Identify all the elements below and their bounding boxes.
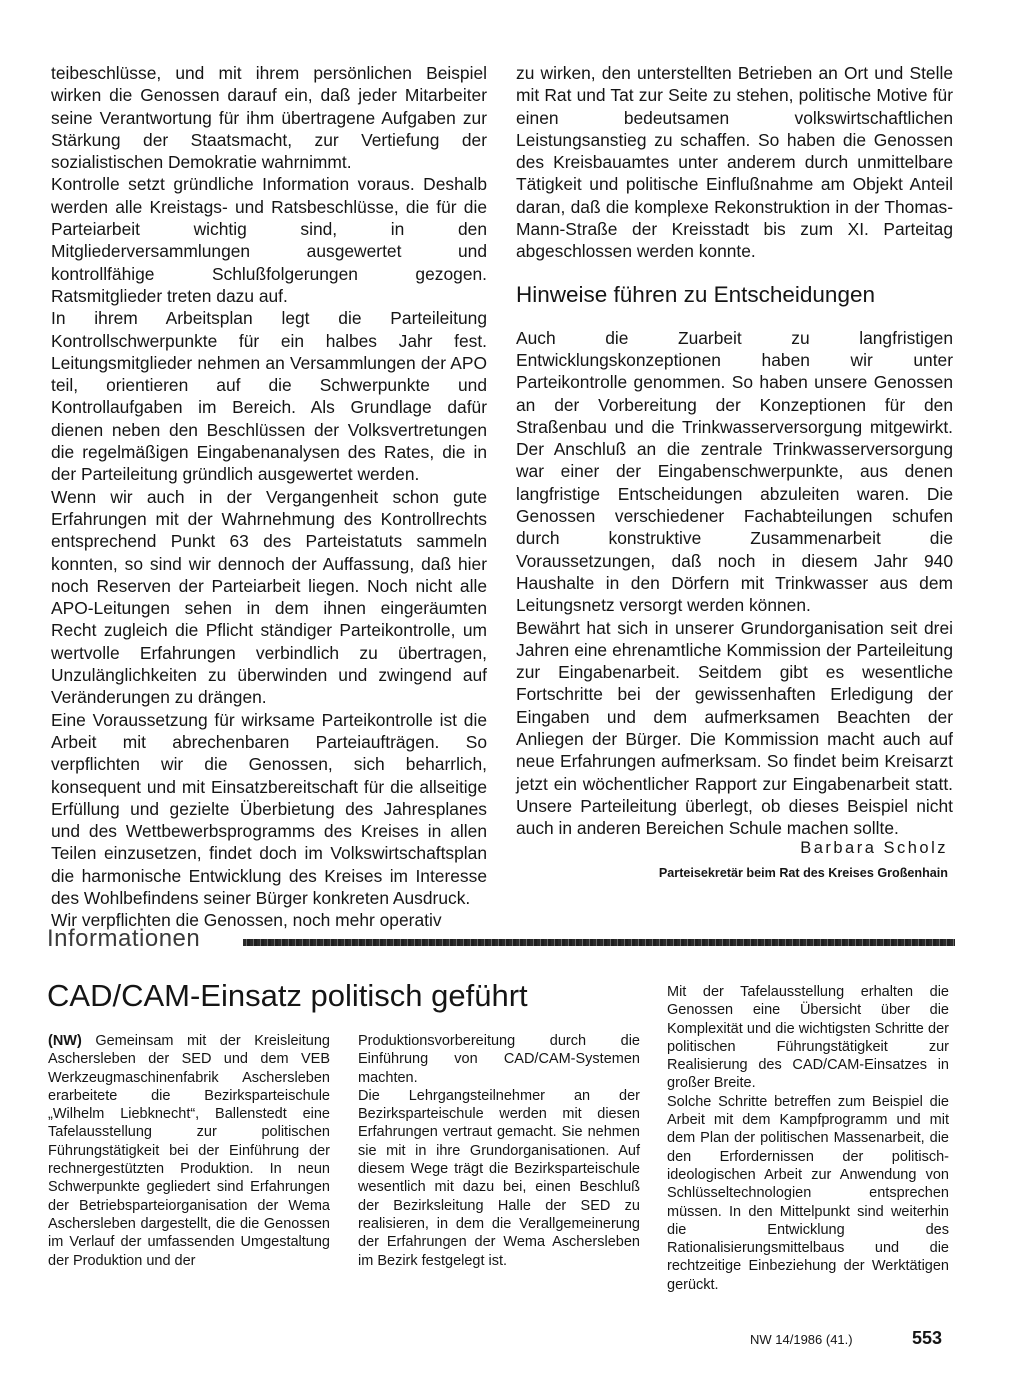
paragraph: zu wirken, den unterstellten Betrieben an Ort und Stelle mit Rat und Tat zur Seite zu stehen, politische Motive für einen bedeutsamen volkswirtschaftlichen Leistungsanstieg zu schaffen. So haben die Genossen des Kreisbauamtes unter anderem durch unmittelbare Tätigkeit und politische Einflußnahme am Objekt Anteil daran, daß die komplexe Rekonstruktion in der Thomas-Mann-Straße der Kreisstadt bis zum XI. Parteitag abgeschlossen werden konnte. — [516, 63, 953, 262]
source-tag: (NW) — [48, 1033, 82, 1049]
paragraph: Wir verpflichten die Genossen, noch mehr operativ — [51, 910, 442, 931]
article-column-3 — [667, 983, 949, 1294]
paragraph: Die Lehrgangsteilnehmer an der Bezirksparteischule werden mit diesen Erfahrungen vertraut gemacht. Sie nehmen sie mit in ihre Grundorganisationen. Auf diesem Wege trägt die Bezirksparteischule wesentlich mit dazu bei, einen Beschluß der Bezirksleitung Halle der SED zu realisieren, in dem die Verallgemeinerung der Erfahrungen der Wema Aschersleben im Bezirk festgelegt ist. — [358, 1087, 640, 1269]
paragraph — [48, 1032, 330, 1270]
top-right-column — [516, 62, 953, 840]
section-divider — [243, 939, 955, 946]
section-label: Informationen — [47, 925, 201, 952]
paragraph-text: Gemeinsam mit der Kreisleitung Aschersleben der SED und dem VEB Werkzeugmaschinenfabrik Aschersleben erarbeitete die Bezirksparteischule „Wilhelm Liebknecht“, Ballenstedt eine Tafelausstellung zur politischen Führungstätigkeit bei der Einführung der rechnergestützten Produktion. In neun Schwerpunkte gegliedert sind Erfahrungen der Betriebsparteiorganisation der Wema Aschersleben dargestellt, die die Genossen im Verlauf der umfassenden Umgestaltung der Produktion und der — [48, 1033, 330, 1269]
author-signature — [560, 836, 948, 883]
paragraph: teibeschlüsse, und mit ihrem persönlichen Beispiel wirken die Genossen darauf ein, daß jeder Mitarbeiter seine Verantwortung für ihm übertragene Aufgaben zur Stärkung der Staatsmacht, zur Vertiefung der sozialistischen Demokratie wahrnimmt. — [51, 63, 487, 173]
author-name: Barbara Scholz — [800, 839, 948, 857]
top-left-column — [51, 62, 487, 932]
paragraph: Eine Voraussetzung für wirksame Parteikontrolle ist die Arbeit mit abrechenbaren Parteiaufträgen. So verpflichten wir die Genossen, sich beharrlich, konsequent und mit Einsatzbereitschaft für die allseitige Erfüllung und gezielte Überbietung des Jahresplanes und des Wettbewerbsprogramms des Kreises in allen Teilen einzusetzen, findet doch im Volkswirtschaftsplan die harmonische Entwicklung des Kreises im Interesse des Wohlbefindens seiner Bürger konkreten Ausdruck. — [51, 709, 487, 908]
paragraph: Bewährt hat sich in unserer Grundorganisation seit drei Jahren eine ehrenamtliche Kommission der Parteileitung zur Eingabenarbeit. Seitdem gibt es wesentliche Fortschritte bei der gewissenhaften Erledigung der Eingaben und dem aufmerksamen Beachten der Anliegen der Bürger. Die Kommission macht auch auf neue Erfahrungen aufmerksam. So findet beim Kreisarzt jetzt ein wöchentlicher Rapport zur Eingabenarbeit statt. Unsere Parteileitung überlegt, ob dieses Beispiel nicht auch in anderen Bereichen Schule machen sollte. — [516, 617, 953, 839]
paragraph: Solche Schritte betreffen zum Beispiel die Arbeit mit dem Kampfprogramm und mit dem Plan der politischen Massenarbeit, die den Erfordernissen der politisch-ideologischen Arbeit zur Anwendung von Schlüsseltechnologien entsprechen müssen. In den Mittelpunkt sind weiterhin die Entwicklung des Rationalisierungsmittelbaus und die rechtzeitige Einbeziehung der Werktätigen gerückt. — [667, 1093, 949, 1293]
article-column-2 — [358, 1032, 640, 1270]
paragraph: Produktionsvorbereitung durch die Einführung von CAD/CAM-Systemen machten. — [358, 1033, 640, 1086]
page-number: 553 — [912, 1328, 943, 1348]
paragraph: Kontrolle setzt gründliche Information voraus. Deshalb werden alle Kreistags- und Ratsbeschlüsse, die für die Parteiarbeit wichtig sind, in den Mitgliederversammlungen ausgewertet und kontrollfähige Schlußfolgerungen gezogen. Ratsmitglieder treten dazu auf. — [51, 174, 487, 306]
article-column-1 — [48, 1032, 330, 1270]
issue-reference: NW 14/1986 (41.) — [750, 1332, 853, 1347]
paragraph: In ihrem Arbeitsplan legt die Parteileitung Kontrollschwerpunkte für ein halbes Jahr fest. Leitungsmitglieder nehmen an Versammlungen der APO teil, orientieren auf die Schwerpunkte und Kontrollaufgaben im Bereich. Als Grundlage dafür dienen neben den Beschlüssen der Volksvertretungen die regelmäßigen Eingabenanalysen des Rates, die in der Parteileitung gründlich ausgewertet werden. — [51, 308, 487, 485]
paragraph: Wenn wir auch in der Vergangenheit schon gute Erfahrungen mit der Wahrnehmung des Kontrollrechts entsprechend Punkt 63 des Parteistatuts sammeln konnten, so sind wir dennoch der Auffassung, daß hier noch Reserven der Parteiarbeit liegen. Noch nicht alle APO-Leitungen sehen in dem ihnen eingeräumten Recht zugleich die Pflicht ständiger Parteikontrolle, um wertvolle Erfahrungen verbindlich zu übertragen, Unzulänglichkeiten zu überwinden und zwingend auf Veränderungen zu drängen. — [51, 486, 487, 708]
article-headline: CAD/CAM-Einsatz politisch geführt — [47, 978, 528, 1013]
paragraph: Mit der Tafelausstellung erhalten die Genossen eine Übersicht über die Komplexität und die wichtigsten Schritte der politischen Führungstätigkeit zur Realisierung des CAD/CAM-Einsatzes in großer Breite. — [667, 984, 949, 1092]
author-role: Parteisekretär beim Rat des Kreises Großenhain — [658, 866, 948, 880]
subheading: Hinweise führen zu Entscheidungen — [516, 281, 875, 307]
paragraph: Auch die Zuarbeit zu langfristigen Entwicklungskonzeptionen haben wir unter Parteikontrolle genommen. So haben unsere Genossen an der Vorbereitung der Konzeptionen für den Straßenbau und die Trinkwasserversorgung mitgewirkt. Der Anschluß an die zentrale Trinkwasserversorgung war einer der Eingabenschwerpunkte, aus denen langfristige Entscheidungen abzuleiten waren. Die Genossen verschiedener Fachabteilungen schufen durch konstruktive Zusammenarbeit die Voraussetzungen, daß noch in diesem Jahr 940 Haushalte in den Dörfern mit Trinkwasser aus dem Leitungsnetz versorgt werden können. — [516, 327, 953, 616]
